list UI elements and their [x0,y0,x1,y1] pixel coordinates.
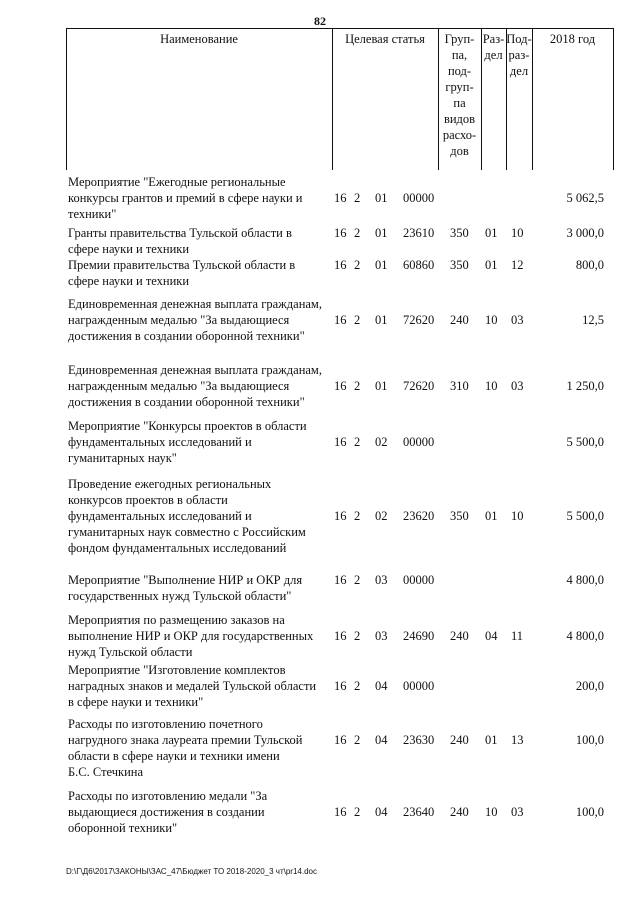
target-code-direction: 23610 [403,226,435,240]
header-section-line: дел [484,48,503,62]
row-name-line: государственных нужд Тульской области" [68,589,292,603]
expense-group: 240 [450,733,469,747]
amount-2018: 1 250,0 [566,379,604,393]
target-code-subprogram: 2 [354,573,361,587]
header-section [481,28,506,170]
target-code-event: 01 [375,313,388,327]
target-code-program: 16 [334,379,347,393]
subsection-code: 03 [511,805,524,819]
row-name-line: Расходы по изготовлению медали "За [68,789,268,803]
row-name [68,788,330,836]
header-divider [613,28,614,170]
target-code-direction: 23620 [403,509,435,523]
section-code: 10 [485,379,498,393]
target-code-direction: 00000 [403,679,435,693]
table-header [66,28,614,170]
row-name [68,476,330,556]
expense-group: 240 [450,805,469,819]
amount-2018: 100,0 [575,733,604,747]
amount-2018: 800,0 [575,258,604,272]
target-code-subprogram: 2 [354,191,361,205]
row-name-line: Мероприятие "Изготовление комплектов [68,663,286,677]
target-code-program: 16 [334,573,347,587]
target-code-event: 03 [375,629,388,643]
row-name-line: Единовременная денежная выплата гражданам, [68,363,322,377]
row-name-line: награжденным медалью "За выдающиеся [68,379,290,393]
amount-2018: 200,0 [575,679,604,693]
row-name-line: Мероприятие "Выполнение НИР и ОКР для [68,573,303,587]
target-code-event: 04 [375,805,388,819]
target-code-program: 16 [334,629,347,643]
row-name-line: конкурсы грантов и премий в сфере науки и [68,191,303,205]
row-name-line: гуманитарных наук совместно с Российским [68,525,306,539]
row-name-line: Гранты правительства Тульской области в [68,226,292,240]
target-code-direction: 72620 [403,379,435,393]
target-code-subprogram: 2 [354,226,361,240]
section-code: 10 [485,805,498,819]
header-group-line: па [453,96,466,110]
section-code: 04 [485,629,498,643]
section-code: 01 [485,733,498,747]
header-group-line: расхо- [442,128,477,142]
row-name-line: Мероприятия по размещению заказов на [68,613,285,627]
target-code-program: 16 [334,679,347,693]
target-code-event: 01 [375,226,388,240]
header-section-line: Раз- [482,32,505,46]
header-group [438,28,481,170]
amount-2018: 5 062,5 [566,191,604,205]
target-code-subprogram: 2 [354,679,361,693]
expense-group: 350 [450,258,469,272]
subsection-code: 10 [511,226,524,240]
target-code-program: 16 [334,435,347,449]
row-name [68,612,330,660]
header-subsection-label [506,28,532,79]
amount-2018: 4 800,0 [566,573,604,587]
row-name [68,257,330,289]
target-code-direction: 60860 [403,258,435,272]
header-name-label: Наименование [160,32,238,46]
header-target-label: Целевая статья [345,32,425,46]
row-name-line: фондом фундаментальных исследований [68,541,287,555]
header-subsection-line: Под- [506,32,532,46]
amount-2018: 100,0 [575,805,604,819]
target-code-event: 04 [375,679,388,693]
header-group-line: под- [447,64,472,78]
target-code-subprogram: 2 [354,805,361,819]
target-code-event: 03 [375,573,388,587]
header-year-label: 2018 год [549,32,596,46]
header-group-line: Груп- [444,32,475,46]
row-name-line: оборонной техники" [68,821,178,835]
row-name-line: Премии правительства Тульской области в [68,258,296,272]
target-code-direction: 00000 [403,435,435,449]
header-name [66,28,332,170]
row-name-line: нагрудного знака лауреата премии Тульской [68,733,303,747]
target-code-event: 01 [375,379,388,393]
header-group-line: па, [451,48,468,62]
header-group-line: дов [450,144,469,158]
header-target [332,28,438,170]
row-name-line: в сфере науки и техники" [68,695,204,709]
section-code: 10 [485,313,498,327]
row-name-line: Единовременная денежная выплата гражданам, [68,297,322,311]
subsection-code: 12 [511,258,524,272]
header-subsection-line: дел [509,64,529,78]
row-name-line: наградных знаков и медалей Тульской области [68,679,317,693]
row-name [68,418,330,466]
row-name [68,296,330,344]
target-code-program: 16 [334,509,347,523]
target-code-subprogram: 2 [354,435,361,449]
expense-group: 350 [450,226,469,240]
target-code-subprogram: 2 [354,733,361,747]
target-code-program: 16 [334,805,347,819]
row-name-line: фундаментальных исследований и [68,435,252,449]
row-name-line: конкурсов проектов в области [68,493,228,507]
target-code-direction: 00000 [403,191,435,205]
row-name-line: области в сфере науки и техники имени [68,749,280,763]
amount-2018: 5 500,0 [566,435,604,449]
target-code-program: 16 [334,313,347,327]
row-name [68,174,330,222]
amount-2018: 4 800,0 [566,629,604,643]
subsection-code: 03 [511,379,524,393]
target-code-program: 16 [334,733,347,747]
row-name-line: фундаментальных исследований и [68,509,252,523]
target-code-direction: 24690 [403,629,435,643]
target-code-direction: 72620 [403,313,435,327]
row-name [68,225,330,257]
target-code-direction: 23640 [403,805,435,819]
row-name-line: достижения в создании оборонной техники" [68,395,305,409]
target-code-direction: 00000 [403,573,435,587]
header-group-label [438,28,481,159]
header-section-label [481,28,506,63]
expense-group: 310 [450,379,469,393]
amount-2018: 3 000,0 [566,226,604,240]
subsection-code: 11 [511,629,524,643]
target-code-subprogram: 2 [354,379,361,393]
section-code: 01 [485,258,498,272]
row-name-line: сфере науки и техники [68,242,190,256]
target-code-event: 01 [375,258,388,272]
row-name-line: нужд Тульской области [68,645,193,659]
header-subsection [506,28,532,170]
section-code: 01 [485,509,498,523]
row-name-line: выдающиеся достижения в создании [68,805,265,819]
row-name [68,662,330,710]
amount-2018: 12,5 [582,313,604,327]
subsection-code: 10 [511,509,524,523]
target-code-program: 16 [334,258,347,272]
row-name-line: техники" [68,207,117,221]
row-name-line: сфере науки и техники [68,274,190,288]
target-code-program: 16 [334,226,347,240]
target-code-subprogram: 2 [354,629,361,643]
header-year [532,28,613,170]
expense-group: 240 [450,629,469,643]
amount-2018: 5 500,0 [566,509,604,523]
row-name-line: Мероприятие "Конкурсы проектов в области [68,419,307,433]
row-name-line: Мероприятие "Ежегодные региональные [68,175,286,189]
row-name [68,716,330,780]
target-code-event: 02 [375,509,388,523]
row-name-line: Расходы по изготовлению почетного [68,717,263,731]
target-code-program: 16 [334,191,347,205]
row-name-line: Проведение ежегодных региональных [68,477,272,491]
row-name [68,572,330,604]
row-name-line: выполнение НИР и ОКР для государственных [68,629,314,643]
row-name-line: Б.С. Стечкина [68,765,144,779]
expense-group: 240 [450,313,469,327]
section-code: 01 [485,226,498,240]
row-name [68,362,330,410]
row-name-line: награжденным медалью "За выдающиеся [68,313,290,327]
header-group-line: груп- [445,80,474,94]
subsection-code: 13 [511,733,524,747]
row-name-line: достижения в создании оборонной техники" [68,329,305,343]
page-number: 82 [314,14,326,28]
target-code-subprogram: 2 [354,509,361,523]
row-name-line: гуманитарных наук" [68,451,177,465]
header-group-line: видов [443,112,476,126]
target-code-subprogram: 2 [354,313,361,327]
expense-group: 350 [450,509,469,523]
target-code-event: 02 [375,435,388,449]
target-code-subprogram: 2 [354,258,361,272]
file-path-footer: D:\Г\Д6\2017\ЗАКОНЫ\ЗАС_47\Бюджет ТО 2018-2020_3 чт\pr14.doc [66,867,317,876]
header-subsection-line: раз- [508,48,530,62]
target-code-direction: 23630 [403,733,435,747]
subsection-code: 03 [511,313,524,327]
target-code-event: 01 [375,191,388,205]
target-code-event: 04 [375,733,388,747]
